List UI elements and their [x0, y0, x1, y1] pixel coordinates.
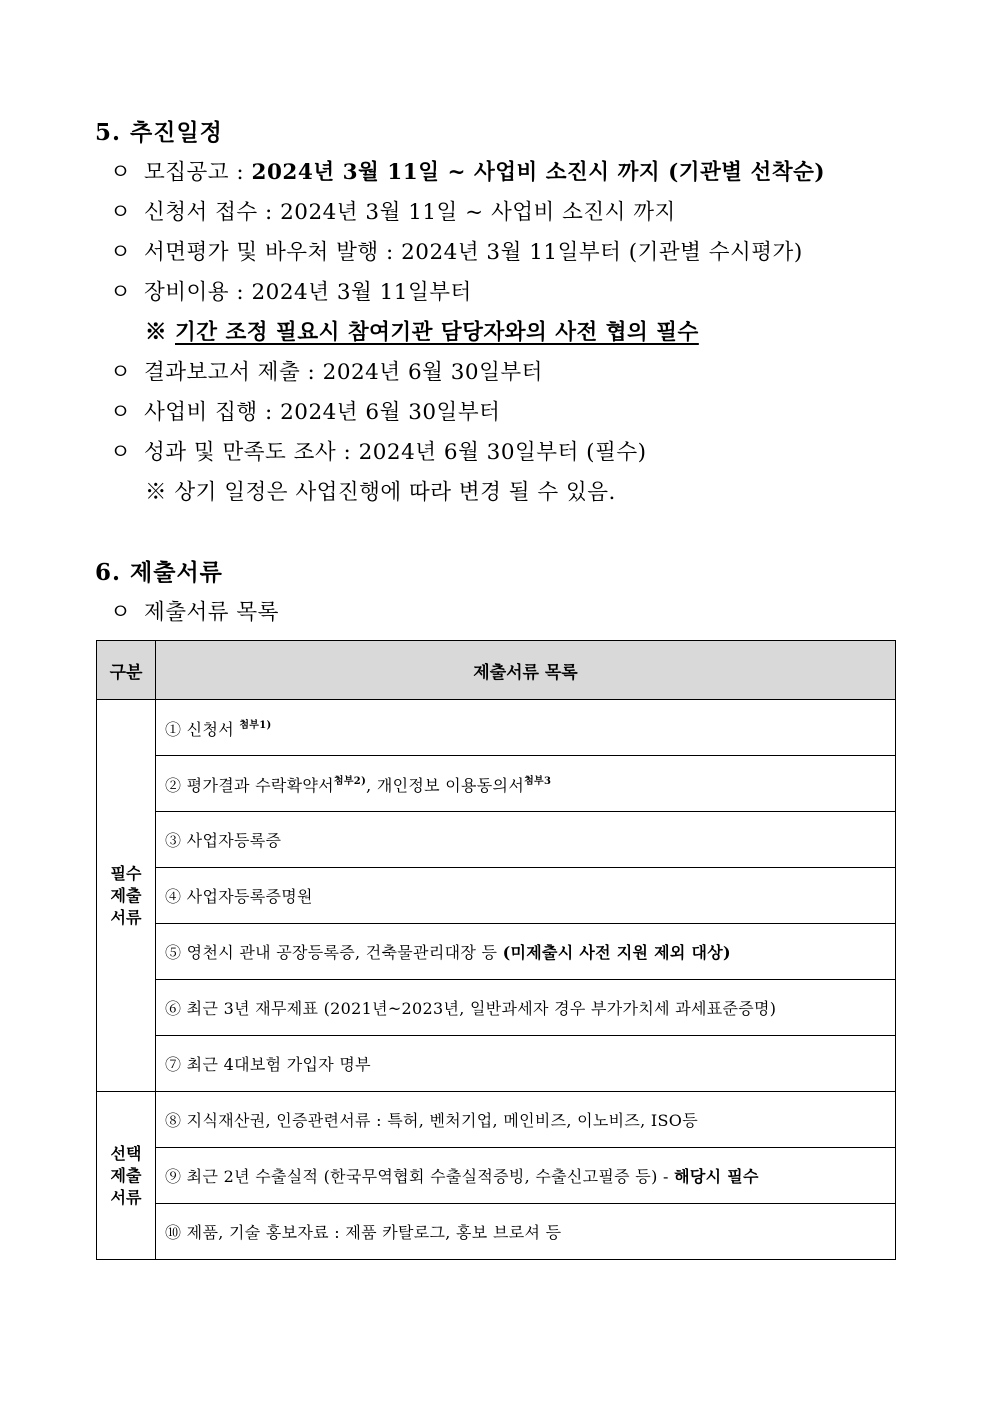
document-item: ⑥ 최근 3년 재무제표 (2021년~2023년, 일반과세자 경우 부가가치세 과세표준증명)	[156, 980, 896, 1036]
schedule-value: 2024년 3월 11일부터 (기관별 수시평가)	[401, 240, 803, 265]
group-label-line: 제출	[110, 1165, 142, 1185]
schedule-value: 2024년 3월 11일부터	[251, 280, 472, 305]
bullet-icon: ㅇ	[110, 360, 132, 385]
schedule-report	[110, 355, 543, 386]
document-item: ② 평가결과 수락확약서$^{첨부2)}$, 개인정보 이용동의서$^{첨부3}$	[156, 756, 896, 812]
header-document-list: 제출서류 목록	[156, 641, 896, 700]
table-row	[97, 924, 896, 980]
bullet-icon: ㅇ	[110, 240, 132, 265]
documents-subtitle-text: 제출서류 목록	[144, 600, 279, 625]
schedule-label: 성과 및 만족도 조사 :	[144, 440, 359, 465]
documents-table	[96, 640, 896, 1260]
schedule-note-change: ※ 상기 일정은 사업진행에 따라 변경 될 수 있음.	[145, 480, 616, 505]
note-text: 기간 조정 필요시 참여기관 담당자와의 사전 협의 필수	[175, 320, 699, 345]
document-item: ④ 사업자등록증명원	[156, 868, 896, 924]
document-item: ⑦ 최근 4대보험 가입자 명부	[156, 1036, 896, 1092]
table-row	[97, 700, 896, 756]
schedule-equipment	[110, 275, 472, 306]
bullet-icon: ㅇ	[110, 440, 132, 465]
bullet-icon: ㅇ	[110, 280, 132, 305]
schedule-label: 사업비 집행 :	[144, 400, 281, 425]
document-item: ① 신청서 $^{첨부1)}$	[156, 700, 896, 756]
schedule-note-adjustment	[145, 315, 699, 346]
document-item: ⑩ 제품, 기술 홍보자료 : 제품 카탈로그, 홍보 브로셔 등	[156, 1204, 896, 1260]
document-item: ⑨ 최근 2년 수출실적 (한국무역협회 수출실적증빙, 수출신고필증 등) - 해당시 필수	[156, 1148, 896, 1204]
schedule-execution	[110, 395, 500, 426]
table-row	[97, 868, 896, 924]
table-row	[97, 1036, 896, 1092]
emphasis-text: (미제출시 사전 지원 제외 대상)	[502, 943, 731, 962]
bullet-icon: ㅇ	[110, 200, 132, 225]
emphasis-text: 해당시 필수	[674, 1167, 759, 1186]
table-header-row	[97, 641, 896, 700]
attachment-ref: 첨부2)	[333, 775, 367, 787]
group-label-line: 서류	[110, 1187, 142, 1207]
document-item: ⑧ 지식재산권, 인증관련서류 : 특허, 벤처기업, 메인비즈, 이노비즈, ISO등	[156, 1092, 896, 1148]
table-row	[97, 812, 896, 868]
group-label-line: 필수	[110, 863, 142, 883]
schedule-label: 신청서 접수 :	[144, 200, 281, 225]
group-label-line: 선택	[110, 1143, 142, 1163]
bullet-icon: ㅇ	[110, 400, 132, 425]
table-row	[97, 1204, 896, 1260]
section-5-title: 5. 추진일정	[95, 119, 223, 146]
note-mark: ※	[145, 320, 175, 345]
schedule-value: 2024년 6월 30일부터 (필수)	[358, 440, 647, 465]
documents-subtitle	[110, 595, 279, 626]
group-label-line: 서류	[110, 907, 142, 927]
attachment-ref: 첨부1)	[239, 719, 272, 731]
table-row	[97, 980, 896, 1036]
group-label-line: 제출	[110, 885, 142, 905]
section-6-title: 6. 제출서류	[95, 559, 223, 586]
table-row	[97, 756, 896, 812]
schedule-survey	[110, 435, 647, 466]
bullet-icon: ㅇ	[110, 160, 132, 185]
required-group-label	[97, 700, 156, 1092]
schedule-value: 2024년 3월 11일 ~ 사업비 소진시 까지	[280, 200, 676, 225]
schedule-value: 2024년 6월 30일부터	[322, 360, 543, 385]
schedule-label: 결과보고서 제출 :	[144, 360, 323, 385]
schedule-label: 장비이용 :	[144, 280, 252, 305]
document-item: ③ 사업자등록증	[156, 812, 896, 868]
schedule-evaluation	[110, 235, 803, 266]
schedule-recruitment	[110, 155, 825, 186]
header-category: 구분	[97, 641, 156, 700]
optional-group-label	[97, 1092, 156, 1260]
schedule-label: 서면평가 및 바우처 발행 :	[144, 240, 402, 265]
table-row	[97, 1148, 896, 1204]
table-row	[97, 1092, 896, 1148]
schedule-value: 2024년 6월 30일부터	[280, 400, 501, 425]
schedule-application	[110, 195, 676, 226]
bullet-icon: ㅇ	[110, 600, 132, 625]
attachment-ref: 첨부3	[524, 775, 552, 787]
schedule-label: 모집공고 :	[144, 160, 252, 185]
document-item: ⑤ 영천시 관내 공장등록증, 건축물관리대장 등 (미제출시 사전 지원 제외 대상)	[156, 924, 896, 980]
schedule-value: 2024년 3월 11일 ~ 사업비 소진시 까지 (기관별 선착순)	[251, 160, 826, 185]
